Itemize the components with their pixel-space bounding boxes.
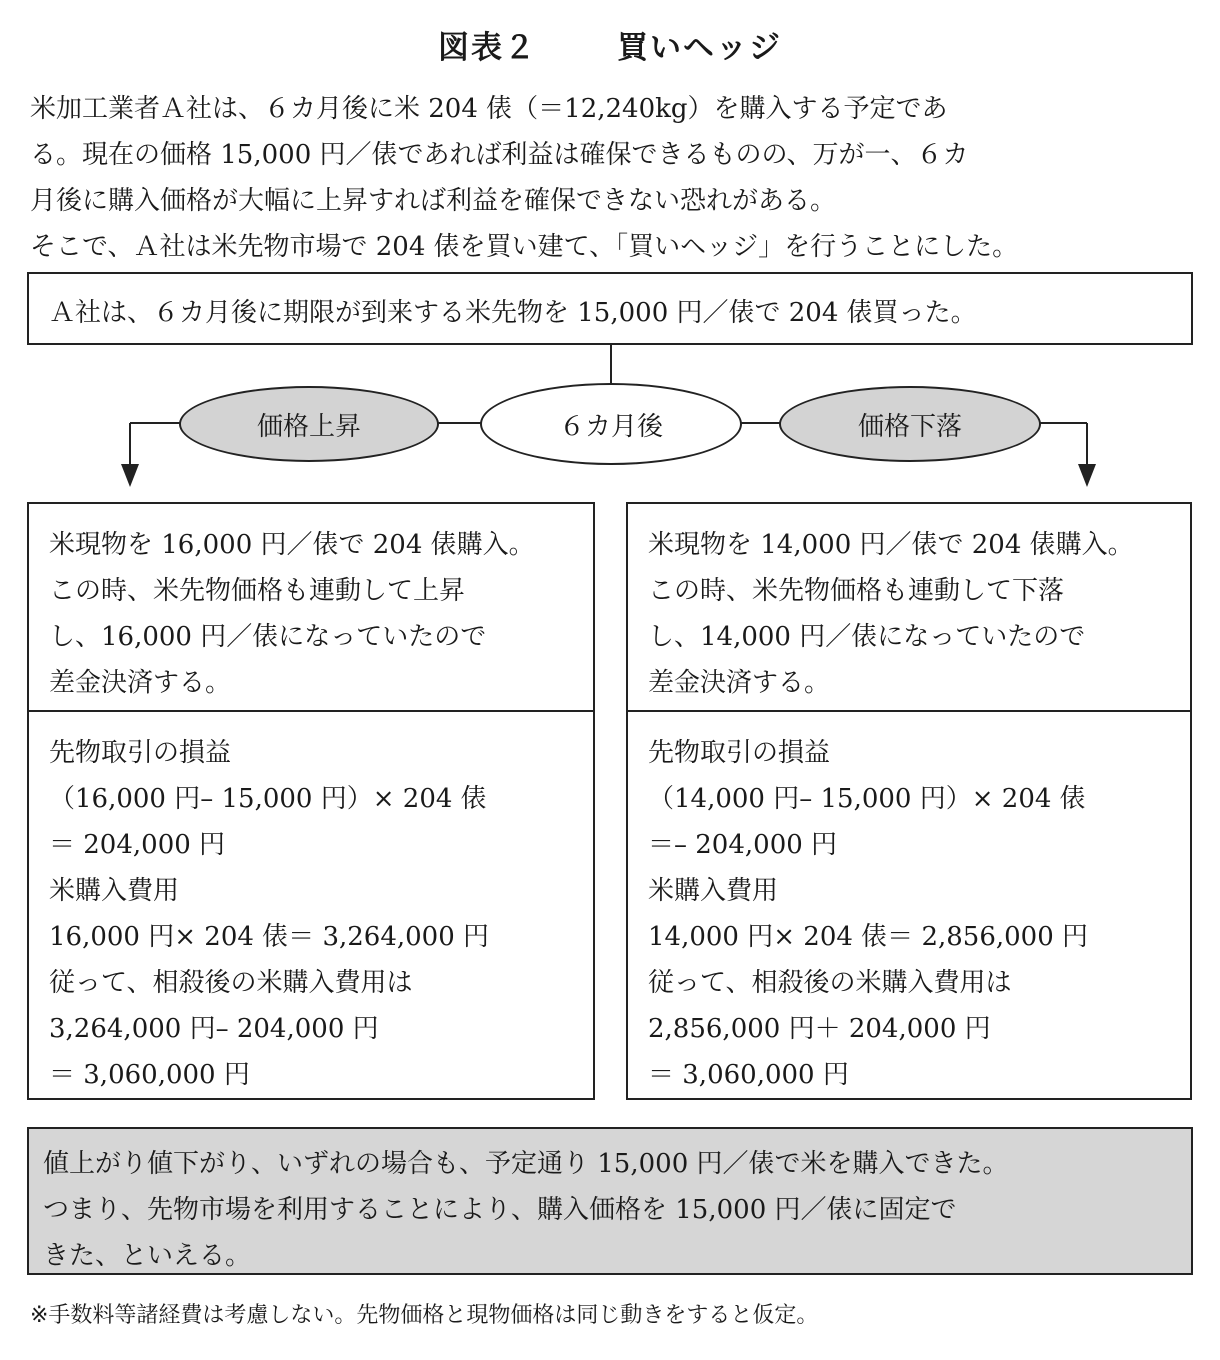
oval-six-months-later: ６カ月後 [480,383,742,465]
left-calc-line: 先物取引の損益 [49,738,232,768]
left-situation-line: 差金決済する。 [49,668,232,698]
right-calc-line: 2,856,000 円＋ 204,000 円 [648,1014,991,1044]
left-calc-line: ＝ 204,000 円 [49,830,226,860]
right-calc-line: 14,000 円× 204 俵＝ 2,856,000 円 [648,922,1089,952]
summary-line: つまり、先物市場を利用することにより、購入価格を 15,000 円／俵に固定で [43,1195,957,1225]
summary-box [27,1127,1193,1275]
left-situation-box [27,502,595,712]
left-calc-line: （16,000 円– 15,000 円）× 204 俵 [49,784,487,814]
intro-line: 米加工業者Ａ社は、６カ月後に米 204 俵（＝12,240kg）を購入する予定であ [30,94,948,124]
right-situation-box [626,502,1192,712]
right-situation-line: 差金決済する。 [648,668,831,698]
left-calc-line: 3,264,000 円– 204,000 円 [49,1014,379,1044]
right-situation-line: し、14,000 円／俵になっていたので [648,622,1086,652]
figure-label: 図表２ [438,30,537,66]
left-situation-line: し、16,000 円／俵になっていたので [49,622,487,652]
right-situation-line: この時、米先物価格も連動して下落 [648,576,1065,606]
right-situation-line: 米現物を 14,000 円／俵で 204 俵購入。 [648,530,1134,560]
right-calc-line: ＝ 3,060,000 円 [648,1060,849,1090]
left-calc-line: ＝ 3,060,000 円 [49,1060,250,1090]
oval-price-rise: 価格上昇 [179,386,439,462]
right-calc-line: 米購入費用 [648,876,779,906]
footnote: ※手数料等諸経費は考慮しない。先物価格と現物価格は同じ動きをすると仮定。 [30,1303,819,1328]
right-calc-line: ＝– 204,000 円 [648,830,838,860]
intro-line: る。現在の価格 15,000 円／俵であれば利益は確保できるものの、万が一、６カ [30,140,969,170]
intro-line: そこで、Ａ社は米先物市場で 204 俵を買い建て、「買いヘッジ」を行うことにした。 [30,232,1019,262]
left-calc-line: 16,000 円× 204 俵＝ 3,264,000 円 [49,922,490,952]
right-calc-line: （14,000 円– 15,000 円）× 204 俵 [648,784,1086,814]
right-calc-box [626,710,1192,1100]
purchase-box: Ａ社は、６カ月後に期限が到来する米先物を 15,000 円／俵で 204 俵買った。 [27,272,1193,345]
summary-line: 値上がり値下がり、いずれの場合も、予定通り 15,000 円／俵で米を購入できた。 [43,1149,1009,1179]
arrow-left-icon [121,464,139,487]
right-calc-line: 先物取引の損益 [648,738,831,768]
oval-price-fall: 価格下落 [779,386,1041,462]
left-calc-line: 米購入費用 [49,876,180,906]
summary-line: きた、といえる。 [43,1241,252,1271]
left-situation-line: 米現物を 16,000 円／俵で 204 俵購入。 [49,530,535,560]
arrow-right-icon [1078,464,1096,487]
left-situation-line: この時、米先物価格も連動して上昇 [49,576,466,606]
intro-line: 月後に購入価格が大幅に上昇すれば利益を確保できない恐れがある。 [30,186,837,216]
left-calc-line: 従って、相殺後の米購入費用は [49,968,413,998]
right-calc-line: 従って、相殺後の米購入費用は [648,968,1012,998]
figure-name: 買いヘッジ [617,30,782,66]
left-calc-box [27,710,595,1100]
